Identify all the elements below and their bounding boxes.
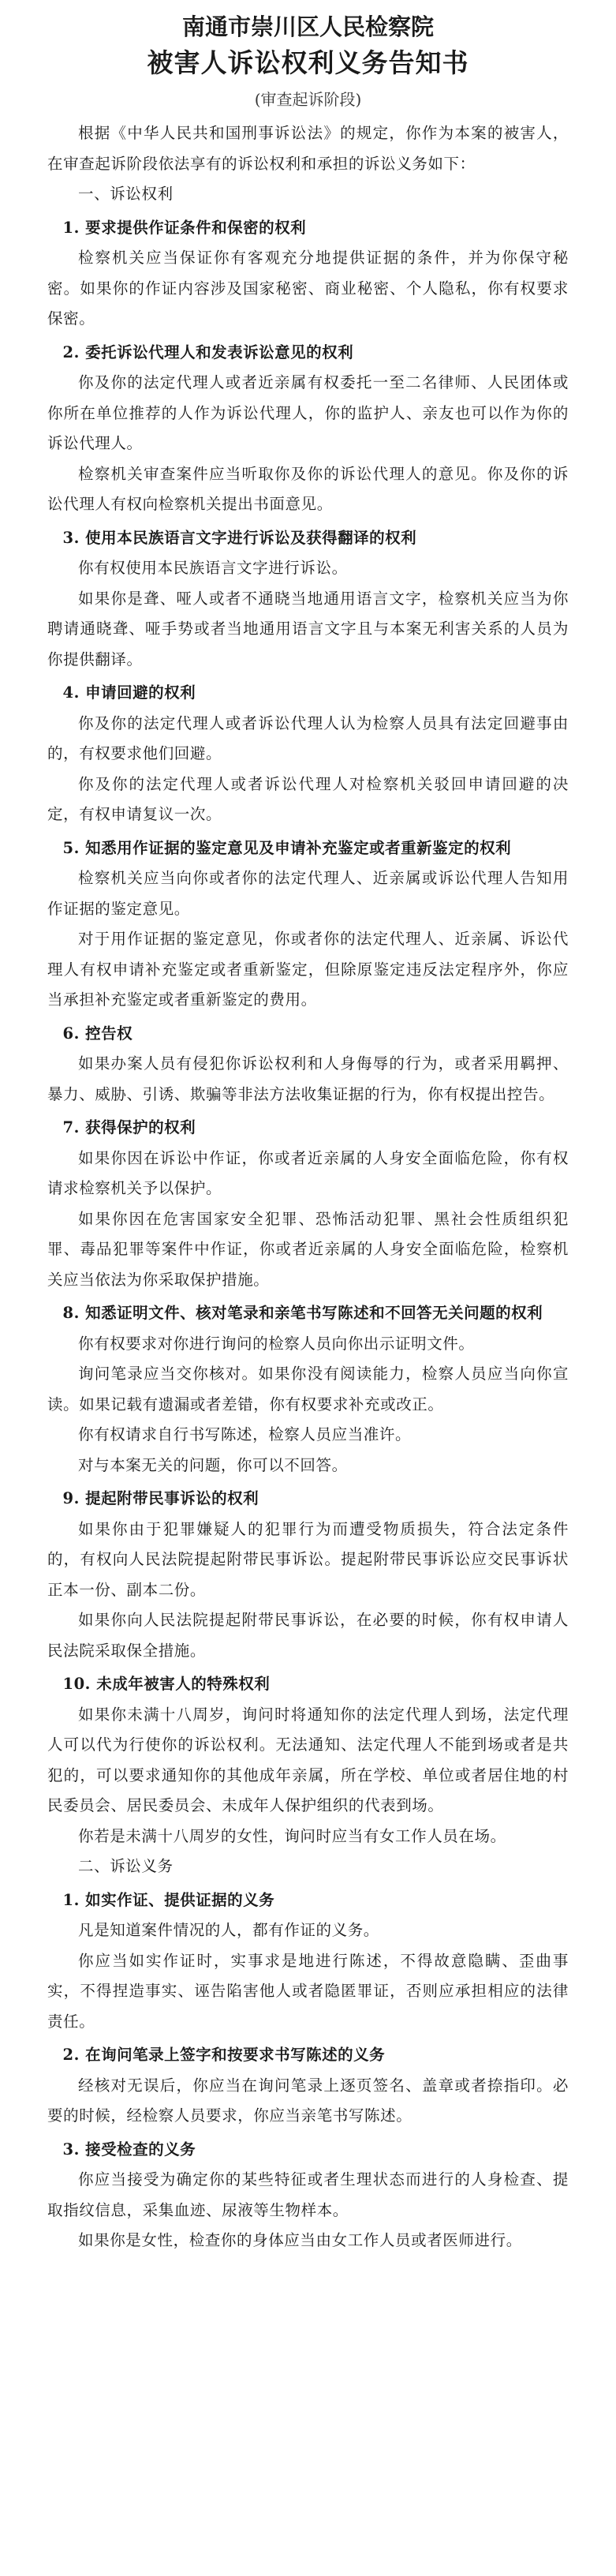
- paragraph: 你有权请求自行书写陈述，检察人员应当准许。: [78, 1425, 412, 1443]
- paragraph: 你应当如实作证时，实事求是地进行陈述，不得故意隐瞒、歪曲事实，不得捏造事实、诬告陷害他人或者隐匿罪证，否则应承担相应的法律责任。: [47, 1951, 569, 2031]
- item-heading: 2. 委托诉讼代理人和发表诉讼意见的权利: [62, 343, 354, 361]
- paragraph: 经核对无误后，你应当在询问笔录上逐页签名、盖章或者捺指印。必要的时候，经检察人员要求，你应当亲笔书写陈述。: [47, 2076, 569, 2125]
- document-title: 被害人诉讼权利义务告知书: [147, 47, 469, 78]
- paragraph: 如果你是聋、哑人或者不通晓当地通用语言文字，检察机关应当为你聘请通晓聋、哑手势或者当地通用语言文字且与本案无利害关系的人员为你提供翻译。: [47, 589, 569, 668]
- paragraph: 如果你向人民法院提起附带民事诉讼，在必要的时候，你有权申请人民法院采取保全措施。: [47, 1611, 569, 1660]
- paragraph: 凡是知道案件情况的人，都有作证的义务。: [78, 1921, 379, 1939]
- paragraph: 你及你的法定代理人或者近亲属有权委托一至二名律师、人民团体或你所在单位推荐的人作为诉讼代理人，你的监护人、亲友也可以作为你的诉讼代理人。: [47, 373, 569, 452]
- paragraph: 如果你因在危害国家安全犯罪、恐怖活动犯罪、黑社会性质组织犯罪、毒品犯罪等案件中作证，你或者近亲属的人身安全面临危险，检察机关应当依法为你采取保护措施。: [47, 1209, 569, 1289]
- item-heading: 10. 未成年被害人的特殊权利: [62, 1675, 271, 1693]
- paragraph: 如果你因在诉讼中作证，你或者近亲属的人身安全面临危险，你有权请求检察机关予以保护。: [47, 1148, 569, 1197]
- item-heading: 3. 接受检查的义务: [62, 2140, 196, 2159]
- item-heading: 1. 如实作证、提供证据的义务: [62, 1890, 275, 1909]
- item-heading: 2. 在询问笔录上签字和按要求书写陈述的义务: [62, 2046, 386, 2064]
- paragraph: 询问笔录应当交你核对。如果你没有阅读能力，检察人员应当向你宣读。如果记载有遗漏或者差错，你有权要求补充或改正。: [47, 1365, 569, 1413]
- procuratorate-name: 南通市崇川区人民检察院: [181, 13, 434, 40]
- item-heading: 7. 获得保护的权利: [62, 1118, 196, 1136]
- paragraph: 对于用作证据的鉴定意见，你或者你的法定代理人、近亲属、诉讼代理人有权申请补充鉴定或者重新鉴定，但除原鉴定违反法定程序外，你应当承担补充鉴定或者重新鉴定的费用。: [47, 930, 569, 1009]
- section-heading: 一、诉讼权利: [78, 185, 174, 203]
- paragraph: 你若是未满十八周岁的女性，询问时应当有女工作人员在场。: [78, 1826, 506, 1845]
- paragraph: 如果你未满十八周岁，询问时将通知你的法定代理人到场，法定代理人可以代为行使你的诉讼权利。无法通知、法定代理人不能到场或者是共犯的，可以要求通知你的其他成年亲属，所在学校、单位或者居住地的村民委员会、居民委员会、未成年人保护组织的代表到场。: [47, 1705, 569, 1814]
- paragraph: 根据《中华人民共和国刑事诉讼法》的规定，你作为本案的被害人，在审查起诉阶段依法享有的诉讼权利和承担的诉讼义务如下：: [47, 124, 569, 173]
- item-heading: 9. 提起附带民事诉讼的权利: [62, 1489, 259, 1507]
- paragraph: 如果你由于犯罪嫌疑人的犯罪行为而遭受物质损失，符合法定条件的，有权向人民法院提起附带民事诉讼。提起附带民事诉讼应交民事诉状正本一份、副本二份。: [47, 1519, 569, 1599]
- paragraph: 检察机关应当向你或者你的法定代理人、近亲属或诉讼代理人告知用作证据的鉴定意见。: [47, 869, 569, 918]
- paragraph: 你有权要求对你进行询问的检察人员向你出示证明文件。: [78, 1334, 475, 1353]
- item-heading: 3. 使用本民族语言文字进行诉讼及获得翻译的权利: [62, 528, 417, 547]
- item-heading: 5. 知悉用作证据的鉴定意见及申请补充鉴定或者重新鉴定的权利: [62, 838, 512, 857]
- paragraph: 你及你的法定代理人或者诉讼代理人对检察机关驳回申请回避的决定，有权申请复议一次。: [47, 774, 569, 823]
- paragraph: 对与本案无关的问题，你可以不回答。: [78, 1455, 348, 1474]
- item-heading: 8. 知悉证明文件、核对笔录和亲笔书写陈述和不回答无关问题的权利: [62, 1304, 543, 1322]
- paragraph: 你应当接受为确定你的某些特征或者生理状态而进行的人身检查、提取指纹信息，采集血迹、尿液等生物样本。: [47, 2170, 569, 2219]
- item-heading: 6. 控告权: [62, 1024, 133, 1043]
- item-heading: 1. 要求提供作证条件和保密的权利: [62, 218, 307, 237]
- document-body: [47, 118, 569, 2256]
- paragraph: 检察机关审查案件应当听取你及你的诉讼代理人的意见。你及你的诉讼代理人有权向检察机关提出书面意见。: [47, 464, 569, 513]
- paragraph: 检察机关应当保证你有客观充分地提供证据的条件，并为你保守秘密。如果你的作证内容涉及国家秘密、商业秘密、个人隐私，你有权要求保密。: [47, 249, 569, 328]
- paragraph: 如果你是女性，检查你的身体应当由女工作人员或者医师进行。: [78, 2231, 522, 2249]
- section-heading: 二、诉讼义务: [78, 1857, 174, 1875]
- procedure-stage: (审查起诉阶段): [254, 90, 362, 109]
- paragraph: 你有权使用本民族语言文字进行诉讼。: [78, 559, 348, 577]
- document-header: [47, 11, 569, 110]
- paragraph: 如果办案人员有侵犯你诉讼权利和人身侮辱的行为，或者采用羁押、暴力、威胁、引诱、欺骗等非法方法收集证据的行为，你有权提出控告。: [47, 1054, 569, 1103]
- item-heading: 4. 申请回避的权利: [62, 683, 196, 702]
- paragraph: 你及你的法定代理人或者诉讼代理人认为检察人员具有法定回避事由的，有权要求他们回避。: [47, 713, 569, 762]
